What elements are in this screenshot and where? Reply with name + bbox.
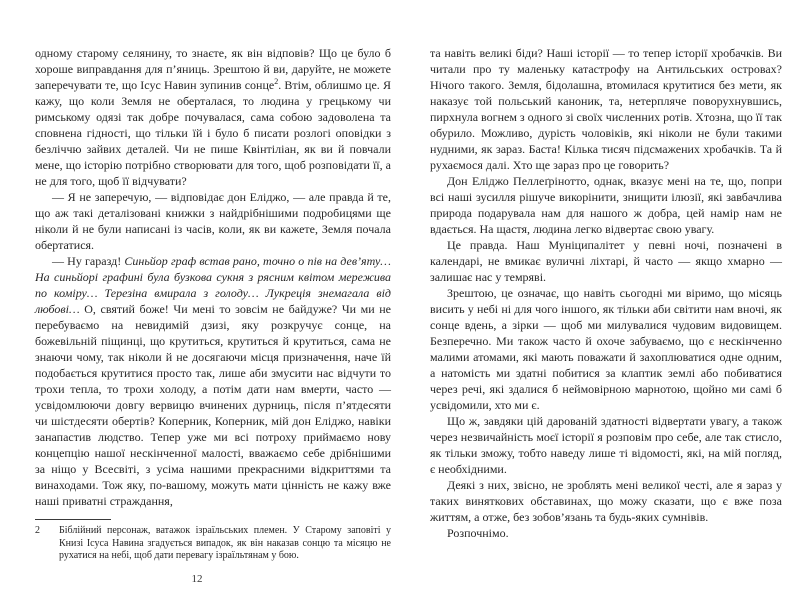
footnote-divider [35,519,111,520]
text-segment-normal: О, святий боже! Чи мені то зовсім не байдуже? Чи ми не перебуваємо на невидимій дзизі, яку розкручує сонце, на божевільній піщинці, що крутиться, крутиться й крутиться, сама не знаючи чому, так ніколи й не досягаючи місця призначення, наче їй подобається крутитися просто так, лише аби змусити нас відчути то трохи тепла, то трохи холоду, а потім дати нам вмерти, часто — усвідомлюючи довгу вервицю вчинених дурниць, після п’ятдесяти чи шістдесяти обертів? Коперник, Коперник, мій дон Еліджо, навіки занапастив людство. Тепер уже ми всі потроху приймаємо нову концепцію нашої нескінченної малості, вважаємо себе дрібнішими за ніщо у Всесвіті, з усіма нашими прекрасними відкриттями та винаходами. Тож яку, по-вашому, можуть мати цінність не кажу вже наші приватні страждання, [35,302,391,508]
text-segment-normal: — Ну гаразд! [52,254,125,268]
text-segment-normal: Розпочнімо. [447,526,509,540]
text-segment-italic: Синьйор граф встав рано, точно о пів на дев’яту… На синьйорі графині була бузкова сукня з рясним квітом мережива по коміру… Терезіна вмирала з голоду… Лукреція знемагала від любові… [35,254,391,316]
right-page-body [430,45,782,541]
paragraph [430,525,782,541]
text-segment-normal: Що ж, завдяки цій дарованій здатності відвертати увагу, а також через незвичайність моєї історії я розповім про себе, але так стисло, як тільки зможу, тобто наведу лише ті відомості, які, на мій погляд, є необхідними. [430,414,782,476]
paragraph [430,477,782,525]
text-segment-normal: Зрештою, це означає, що навіть сьогодні ми віримо, що місяць висить у небі ні для чого іншого, як тільки аби світити нам вночі, як сонце вдень, а зірки — щоб ми милувалися чудовим видовищем. Безперечно. Ми також часто й охоче забуваємо, що є нескінченно малими атомами, які мають поважати й захоплюватися одне одним, а натомість ми здатні побитися за клаптик землі або побиватися через речі, які здалися б неймовірною марнотою, щойно ми самі б усвідомили, хто ми є. [430,286,782,412]
text-segment-normal: . Втім, облишмо це. Я кажу, що коли Земля не оберталася, то людина у грецькому чи римському одязі так добре почувалася, сама собою задоволена та сповнена гідності, що тільки їй і було б писати розлогі оповідки з безліччю зайвих деталей. Чи не пише Квінтіліан, як ви й повчали мене, що історію потрібно створювати для того, щоб розповідати її, а не для того, щоб її відчувати? [35,78,391,188]
page-number: 12 [191,572,203,585]
right-page [430,45,782,585]
text-segment-normal: Деякі з них, звісно, не зроблять мені великої честі, але я зараз у таких виняткових обставинах, що можу сказати, що є вже поза життям, а отже, без зобов’язань та будь-яких сумнівів. [430,478,782,524]
left-page [35,45,391,585]
footnote [35,519,391,563]
paragraph [430,45,782,173]
text-segment-normal: Це правда. Наш Муніципалітет у певні ночі, позначені в календарі, не вмикає вуличні ліхтарі, й часто — якщо хмарно — залишає нас у темряві. [430,238,782,284]
paragraph [35,253,391,509]
text-segment-normal: одному старому селянину, то знаєте, як він відповів? Що це було б хороше виправдання для п’яниць. Зрештою й ви, даруйте, не можете заперечувати те, що Ісус Навин зупинив сонце [35,46,391,92]
paragraph [35,45,391,189]
footnote-text: Біблійний персонаж, ватажок ізраїльських племен. У Старому заповіті у Книзі Ісуса Навина згадується випадок, як він наказав сонцю та місяцю не рухатися на небі, щоб дати перевагу ізраїльтянам у бою. [59,525,391,562]
paragraph [430,173,782,237]
text-segment-sup: 2 [274,77,279,86]
paragraph [430,237,782,285]
left-page-body [35,45,391,509]
paragraph [430,413,782,477]
paragraph [430,285,782,413]
footnote-row [35,525,391,563]
footnote-number: 2 [35,525,40,536]
paragraph [35,189,391,253]
text-segment-normal: та навіть великі біди? Наші історії — то тепер історії хробачків. Ви читали про ту маленьку катастрофу на Антильських островах? Нічого такого. Земля, бідолашна, втомилася крутитися без мети, як наказує той польський каноник, та, нетерпляче поворухнувшись, пирхнула вогнем з одного зі своїх численних ротів. Хтозна, що її так обурило. Можливо, дурість чоловіків, які ніколи не були такими нудними, як зараз. Баста! Кілька тисяч підсмажених хробачків. Та й рухаємося далі. Хто ще зараз про це говорить? [430,46,782,172]
text-segment-normal: — Я не заперечую, — відповідає дон Еліджо, — але правда й те, що аж такі деталізовані книжки з найдрібнішими подробицями ще ніколи й не були написані із часів, коли, як ви кажете, Земля почала обертатися. [35,190,391,252]
text-segment-normal: Дон Еліджо Пеллеґрінотто, однак, вказує мені на те, що, попри всі наші зусилля рішуче викорінити, знищити ілюзії, які завбачлива природа подарувала нам для нашого ж добра, цей намір нам не вдається. На щастя, людина легко відвертає свою увагу. [430,174,782,236]
